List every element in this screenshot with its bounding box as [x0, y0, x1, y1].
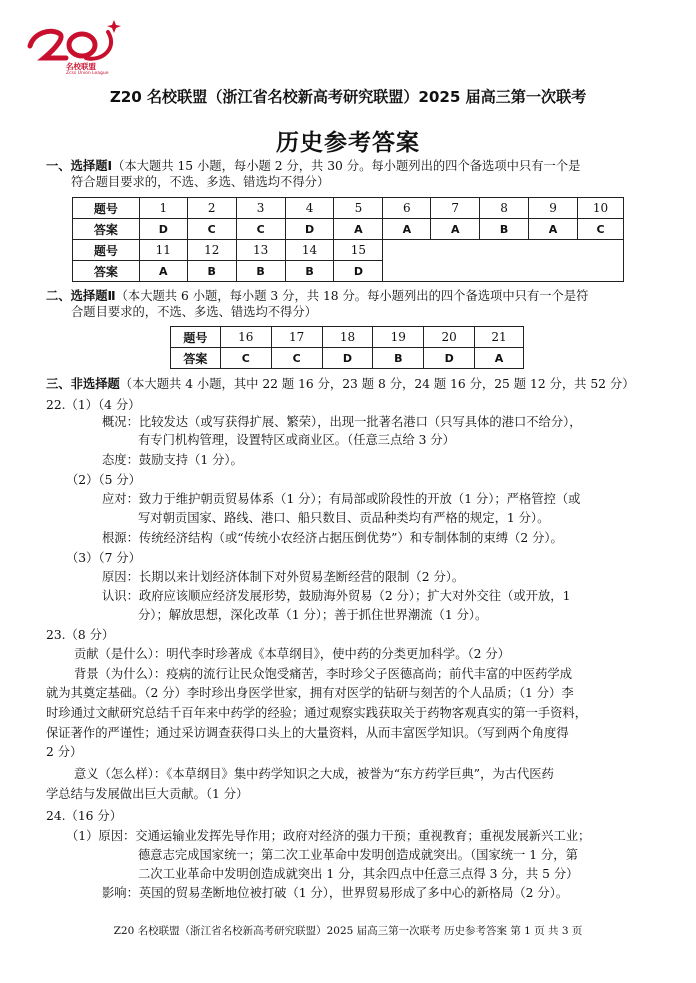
- question-number: 21: [475, 327, 524, 348]
- page-title: 历史参考答案: [276, 130, 420, 156]
- answer-value: C: [577, 219, 623, 240]
- answer-value: A: [334, 219, 383, 240]
- answer-value: A: [475, 348, 524, 369]
- answer-value: A: [139, 261, 187, 282]
- table-row: [73, 240, 624, 261]
- question-number: 7: [431, 198, 480, 219]
- answer-line: 学总结与发展做出巨大贡献。（1 分）: [46, 787, 249, 801]
- question-number: 8: [480, 198, 529, 219]
- answer-value: D: [424, 348, 475, 369]
- question-number: 20: [424, 327, 475, 348]
- section1-answer-table: [72, 197, 624, 282]
- question-number: 18: [322, 327, 373, 348]
- logo-subtext: Zcss Union League: [66, 71, 109, 76]
- question-number: 1: [139, 198, 187, 219]
- answer-value: B: [236, 261, 285, 282]
- answer-line: 背景（为什么）：疫病的流行让民众饱受痛苦，李时珍父子医德高尚；前代丰富的中医药学成: [74, 667, 573, 681]
- answer-line: 应对：致力于维护朝贡贸易体系（1 分）；有局部或阶段性的开放（1 分）；严格管控（或: [102, 492, 581, 506]
- section2-title: 二、选择题Ⅱ: [46, 289, 116, 303]
- answer-line: 就为其奠定基础。（2 分）李时珍出身医学世家，拥有对医学的钻研与刻苦的个人品质；（1 分）李: [46, 686, 574, 700]
- answer-line: 2 分）: [46, 745, 83, 759]
- section1-heading: [46, 159, 580, 174]
- question-number: 19: [373, 327, 424, 348]
- answer-value: D: [322, 348, 373, 369]
- answer-label: 答案: [73, 219, 140, 240]
- answer-value: D: [334, 261, 383, 282]
- question-number: 16: [220, 327, 271, 348]
- question-label: 题号: [171, 327, 221, 348]
- answer-value: A: [529, 219, 578, 240]
- question-number: 6: [383, 198, 431, 219]
- answer-line: 23.（8 分）: [46, 628, 115, 642]
- answer-line: 意义（怎么样）：《本草纲目》集中药学知识之大成，被誉为“东方药学巨典”，为古代医药: [74, 767, 554, 781]
- answer-line: 24.（16 分）: [46, 809, 123, 823]
- table-row: [171, 348, 524, 369]
- answer-line: 二次工业革命中发明创造成就突出 1 分，其余四点中任意三点得 3 分，共 5 分）: [138, 867, 579, 881]
- answer-line: 态度：鼓励支持（1 分）。: [102, 453, 243, 467]
- answer-value: C: [236, 219, 285, 240]
- answer-line: 有专门机构管理，设置特区或商业区。（任意三点给 3 分）: [138, 433, 455, 447]
- question-number: 12: [187, 240, 236, 261]
- answer-line: 影响：英国的贸易垄断地位被打破（1 分），世界贸易形成了多中心的新格局（2 分）。: [102, 886, 569, 900]
- answer-value: A: [431, 219, 480, 240]
- answer-line: 根源：传统经济结构（或“传统小农经济占据压倒优势”）和专制体制的束缚（2 分）。: [102, 531, 563, 545]
- page-footer: Z20 名校联盟（浙江省名校新高考研究联盟）2025 届高三第一次联考 历史参考答案 第 1 页 共 3 页: [113, 925, 583, 937]
- question-number: 3: [236, 198, 285, 219]
- answer-value: C: [271, 348, 322, 369]
- question-number: 13: [236, 240, 285, 261]
- section3-desc: （本大题共 4 小题，其中 22 题 16 分，23 题 8 分，24 题 16 分，25 题 12 分，共 52 分）: [119, 377, 635, 391]
- section1-desc2: 符合题目要求的，不选、多选、错选均不得分）: [71, 175, 330, 189]
- answer-line: 认识：政府应该顺应经济发展形势，鼓励海外贸易（2 分）；扩大对外交往（或开放，1: [102, 589, 571, 603]
- answer-line: 原因：长期以来计划经济体制下对外贸易垄断经营的限制（2 分）。: [102, 570, 465, 584]
- question-number: 10: [577, 198, 623, 219]
- logo-text: 名校联盟: [66, 62, 96, 71]
- section1-desc1: （本大题共 15 小题，每小题 2 分，共 30 分。每小题列出的四个备选项中只有一个是: [112, 159, 581, 173]
- table-row: [73, 219, 624, 240]
- answer-line: 时珍通过文献研究总结千百年来中药学的经验；通过观察实践获取关于药物客观真实的第一手资料，: [46, 706, 588, 720]
- question-number: 5: [334, 198, 383, 219]
- answer-line: 写对朝贡国家、路线、港口、船只数目、贡品种类均有严格的规定，1 分）。: [138, 511, 550, 525]
- section2-desc2: 合题目要求的，不选、多选、错选均不得分）: [71, 305, 317, 319]
- answer-line: （1）原因：交通运输业发挥先导作用；政府对经济的强力干预；重视教育；重视发展新兴工业；: [66, 829, 591, 843]
- section2-desc1: （本大题共 6 小题，每小题 3 分，共 18 分。每小题列出的四个备选项中只有一个是符: [115, 289, 589, 303]
- empty-cell: [383, 240, 624, 282]
- answer-line: （2）（5 分）: [66, 473, 141, 487]
- question-label: 题号: [73, 240, 140, 261]
- answer-value: C: [187, 219, 236, 240]
- answer-value: B: [285, 261, 334, 282]
- section3-heading: [46, 377, 635, 392]
- answer-line: 保证著作的严谨性；通过采访调查获得口头上的大量资料，从而丰富医学知识。（写到两个角度得: [46, 726, 569, 740]
- table-row: [171, 327, 524, 348]
- answer-line: 分）；解放思想，深化改革（1 分）；善于抓住世界潮流（1 分）。: [138, 608, 488, 622]
- section1-title: 一、选择题Ⅰ: [46, 159, 113, 173]
- question-label: 题号: [73, 198, 140, 219]
- answer-line: 22.（1）（4 分）: [46, 398, 141, 412]
- answer-line: 德意志完成国家统一；第二次工业革命中发明创造成就突出。（国家统一 1 分，第: [138, 848, 578, 862]
- question-number: 14: [285, 240, 334, 261]
- answer-value: A: [383, 219, 431, 240]
- answer-value: B: [480, 219, 529, 240]
- answer-value: B: [187, 261, 236, 282]
- answer-value: C: [220, 348, 271, 369]
- answer-line: （3）（7 分）: [66, 551, 141, 565]
- question-number: 4: [285, 198, 334, 219]
- question-number: 9: [529, 198, 578, 219]
- section2-heading: [46, 289, 588, 304]
- question-number: 17: [271, 327, 322, 348]
- question-number: 11: [139, 240, 187, 261]
- question-number: 15: [334, 240, 383, 261]
- exam-header-title: Z20 名校联盟（浙江省名校新高考研究联盟）2025 届高三第一次联考: [109, 88, 587, 106]
- question-number: 2: [187, 198, 236, 219]
- answer-label: 答案: [171, 348, 221, 369]
- answer-line: 概况：比较发达（或写获得扩展、繁荣），出现一批著名港口（只写具体的港口不给分），: [102, 415, 582, 429]
- answer-value: B: [373, 348, 424, 369]
- section3-title: 三、非选择题: [46, 377, 120, 391]
- answer-value: D: [139, 219, 187, 240]
- section2-answer-table: [170, 326, 524, 369]
- table-row: [73, 198, 624, 219]
- answer-line: 贡献（是什么）：明代李时珍著成《本草纲目》，使中药的分类更加科学。（2 分）: [74, 647, 510, 661]
- answer-label: 答案: [73, 261, 140, 282]
- answer-value: D: [285, 219, 334, 240]
